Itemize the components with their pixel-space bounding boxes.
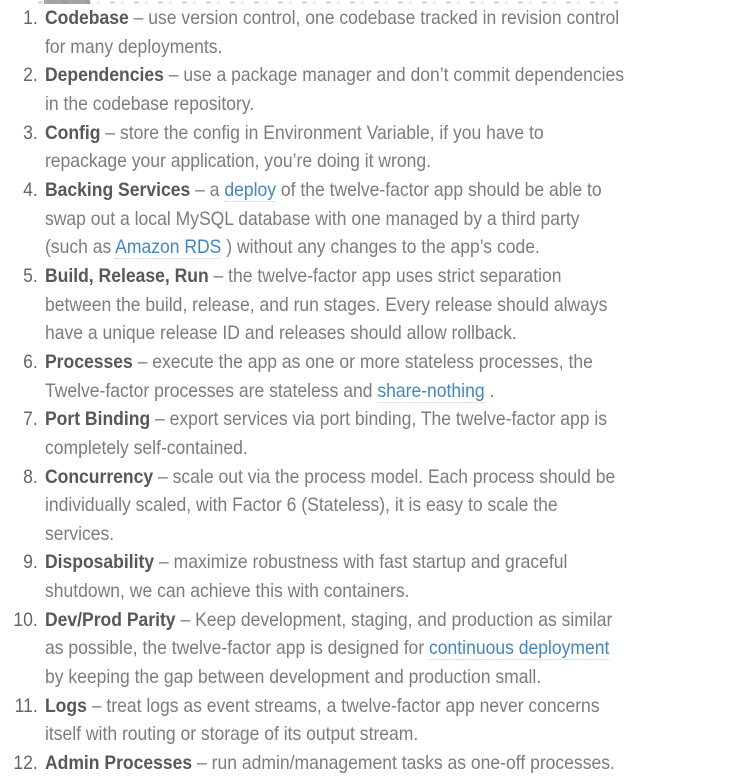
list-item <box>0 61 750 118</box>
item-text: Port Binding – export services via port binding, The twelve-factor app is completely self-contained. <box>44 408 607 459</box>
item-number: 9. <box>23 551 38 574</box>
inline-link[interactable]: deploy <box>224 178 277 201</box>
term-label: Admin Processes <box>44 752 193 775</box>
twelve-factor-list <box>0 4 750 778</box>
item-number: 1. <box>23 7 38 29</box>
item-text: Config – store the config in Environment Variable, if you have to repackage your application, you’re doing it wrong. <box>44 121 544 173</box>
item-number: 10. <box>13 608 38 631</box>
item-number: 4. <box>23 178 38 201</box>
item-text: Concurrency – scale out via the process model. Each process should be individually scaled, with Factor 6 (Stateless), it is easy to scale the services. <box>44 465 616 545</box>
item-text: Codebase – use version control, one codebase tracked in revision control for many deployments. <box>44 7 620 58</box>
term-label: Config <box>44 121 101 144</box>
list-item <box>0 692 750 749</box>
list-item <box>0 405 750 462</box>
item-text: Logs – treat logs as event streams, a twelve-factor app never concerns itself with routing or storage of its output stream. <box>44 694 600 746</box>
inline-link[interactable]: Amazon RDS <box>115 236 222 259</box>
term-label: Port Binding <box>44 408 151 431</box>
list-item <box>0 548 750 605</box>
inline-link[interactable]: continuous deployment <box>429 637 610 660</box>
term-label: Logs <box>44 694 87 717</box>
item-text: Disposability – maximize robustness with fast startup and graceful shutdown, we can achieve this with containers. <box>44 551 568 603</box>
term-label: Dependencies <box>44 64 164 87</box>
item-text: Admin Processes – run admin/management tasks as one-off processes. <box>44 752 615 775</box>
item-number: 3. <box>23 121 38 144</box>
item-text: Build, Release, Run – the twelve-factor app uses strict separation between the build, release, and run stages. Every release should always have a unique release ID and releases should allow rollback. <box>44 264 608 345</box>
item-number: 12. <box>13 752 38 775</box>
item-number: 11. <box>14 694 38 717</box>
item-text: Processes – execute the app as one or more stateless processes, the Twelve-factor processes are stateless and share-nothing . <box>44 350 593 402</box>
list-item <box>0 262 750 348</box>
term-label: Codebase <box>44 7 129 29</box>
list-item <box>0 606 750 692</box>
term-label: Backing Services <box>44 178 191 201</box>
list-item <box>0 749 750 778</box>
item-number: 2. <box>23 64 38 87</box>
list-item <box>0 348 750 405</box>
content-column <box>0 4 750 778</box>
item-text: Dependencies – use a package manager and don’t commit dependencies in the codebase repository. <box>44 64 625 115</box>
item-number: 7. <box>23 408 38 431</box>
term-label: Dev/Prod Parity <box>44 608 176 631</box>
term-label: Processes <box>44 350 133 373</box>
term-label: Concurrency <box>44 465 154 488</box>
list-item <box>0 4 750 61</box>
list-item <box>0 176 750 262</box>
item-number: 6. <box>23 350 38 373</box>
inline-link[interactable]: share-nothing <box>377 379 485 402</box>
term-label: Build, Release, Run <box>44 264 209 287</box>
item-number: 8. <box>23 465 38 488</box>
list-item <box>0 463 750 549</box>
item-text: Backing Services – a deploy of the twelve-factor app should be able to swap out a local MySQL database with one managed by a third party (such as Amazon RDS ) without any changes to the app’s code. <box>44 178 602 259</box>
item-text: Dev/Prod Parity – Keep development, staging, and production as similar as possible, the twelve-factor app is designed for continuous deployment by keeping the gap between development and production small. <box>44 608 613 689</box>
item-number: 5. <box>23 264 38 287</box>
term-label: Disposability <box>44 551 155 574</box>
list-item <box>0 119 750 176</box>
